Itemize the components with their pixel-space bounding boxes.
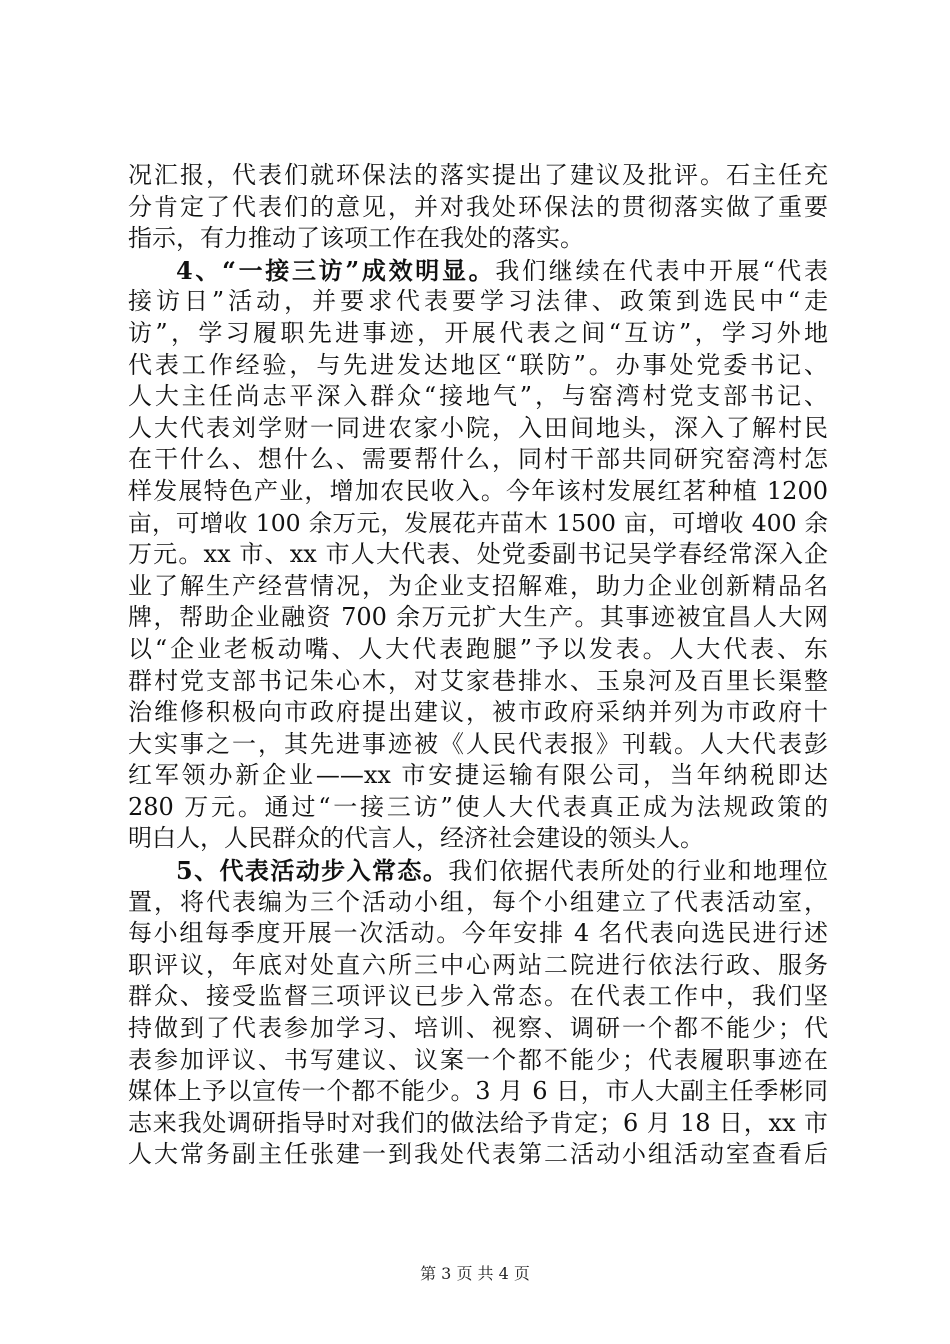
text-line: 样发展特色产业，增加农民收入。今年该村发展红茗种植 1200 — [128, 476, 828, 505]
page-number: 第 3 页 共 4 页 — [420, 1264, 530, 1283]
text-line: 280 万元。通过“一接三访”使人大代表真正成为法规政策的 — [128, 792, 828, 821]
section-heading-4: 4、“一接三访”成效明显。 — [176, 255, 496, 285]
text-line: 万元。xx 市、xx 市人大代表、处党委副书记吴学春经常深入企 — [128, 540, 828, 569]
text-run: 我们继续在代表中开展“代表 — [495, 256, 828, 285]
text-line: 置，将代表编为三个活动小组，每个小组建立了代表活动室， — [128, 887, 828, 916]
text-line: 表参加评议、书写建议、议案一个都不能少；代表履职事迹在 — [128, 1045, 828, 1074]
text-line: 每小组每季度开展一次活动。今年安排 4 名代表向选民进行述 — [128, 919, 828, 948]
text-line: 大实事之一，其先进事迹被《人民代表报》刊载。人大代表彭 — [128, 729, 828, 758]
text-line: 群村党支部书记朱心木，对艾家巷排水、玉泉河及百里长渠整 — [128, 666, 828, 695]
text-line: 在干什么、想什么、需要帮什么，同村干部共同研究窑湾村怎 — [128, 445, 828, 474]
text-line: 业了解生产经营情况，为企业支招解难，助力企业创新精品名 — [128, 571, 828, 600]
text-line: 持做到了代表参加学习、培训、视察、调研一个都不能少；代 — [128, 1014, 828, 1043]
text-line: 分肯定了代表们的意见，并对我处环保法的贯彻落实做了重要 — [128, 192, 828, 221]
text-line: 亩，可增收 100 余万元，发展花卉苗木 1500 亩，可增收 400 余 — [128, 508, 828, 537]
text-line: 况汇报，代表们就环保法的落实提出了建议及批评。石主任充 — [128, 161, 828, 189]
text-line: 人大代表刘学财一同进农家小院，入田间地头，深入了解村民 — [128, 413, 828, 442]
text-line: 媒体上予以宣传一个都不能少。3 月 6 日，市人大副主任季彬同 — [128, 1077, 828, 1106]
text-run: 我们依据代表所处的行业和地理位 — [448, 857, 828, 886]
text-line: 人大常务副主任张建一到我处代表第二活动小组活动室查看后 — [128, 1140, 828, 1169]
paragraph-first-line — [128, 855, 828, 887]
text-line: 红军领办新企业——xx 市安捷运输有限公司，当年纳税即达 — [128, 761, 828, 790]
text-line: 访”，学习履职先进事迹，开展代表之间“互访”，学习外地 — [128, 318, 828, 347]
paragraph-first-line — [128, 255, 828, 287]
text-line: 人大主任尚志平深入群众“接地气”，与窑湾村党支部书记、 — [128, 382, 828, 411]
text-line: 代表工作经验，与先进发达地区“联防”。办事处党委书记、 — [128, 350, 828, 379]
section-heading-5: 5、代表活动步入常态。 — [176, 856, 449, 886]
document-body — [128, 160, 828, 1171]
text-line: 治维修积极向市政府提出建议，被市政府采纳并列为市政府十 — [128, 698, 828, 727]
text-line: 接访日”活动，并要求代表要学习法律、政策到选民中“走 — [128, 287, 828, 316]
text-line: 明白人，人民群众的代言人，经济社会建设的领头人。 — [128, 824, 704, 853]
text-line: 以“企业老板动嘴、人大代表跑腿”予以发表。人大代表、东 — [128, 634, 828, 663]
text-line: 群众、接受监督三项评议已步入常态。在代表工作中，我们坚 — [128, 982, 828, 1011]
text-line: 指示，有力推动了该项工作在我处的落实。 — [128, 224, 584, 253]
text-line: 职评议，年底对处直六所三中心两站二院进行依法行政、服务 — [128, 950, 828, 979]
text-line: 牌，帮助企业融资 700 余万元扩大生产。其事迹被宜昌人大网 — [128, 603, 828, 632]
text-line: 志来我处调研指导时对我们的做法给予肯定；6 月 18 日，xx 市 — [128, 1108, 828, 1137]
